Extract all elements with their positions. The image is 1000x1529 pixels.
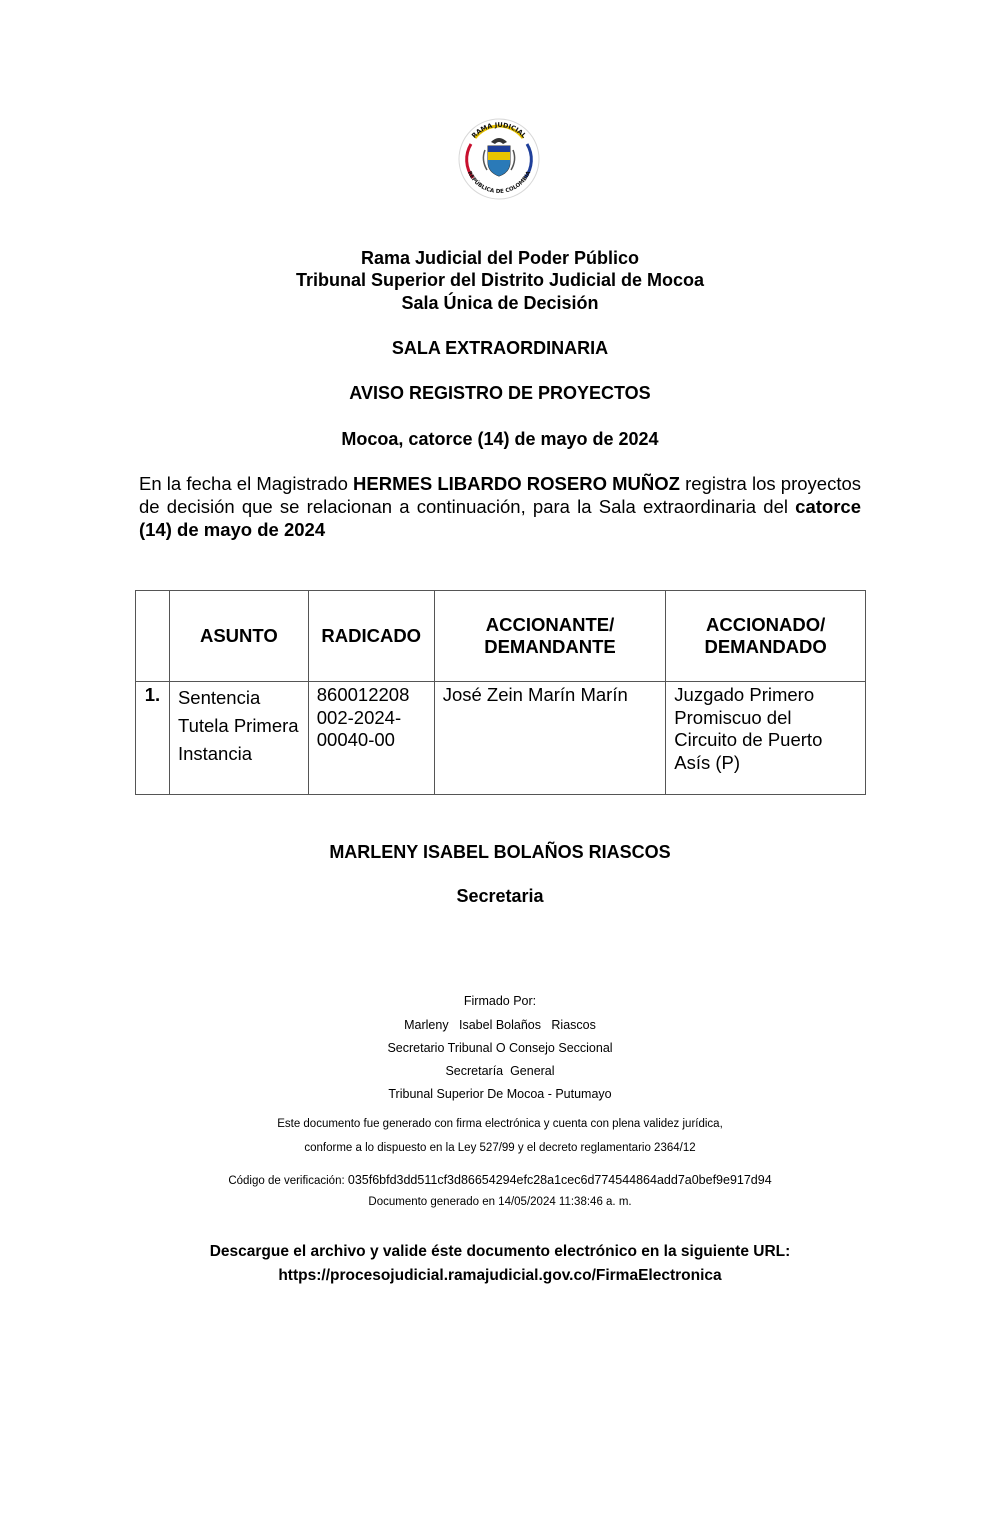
table-header-row [136,591,866,682]
projects-table [135,590,866,795]
secretary-name: MARLENY ISABEL BOLAÑOS RIASCOS [329,842,671,862]
descargue-line: Descargue el archivo y valide éste documento electrónico en la siguiente URL: [209,1243,791,1260]
svg-text:RAMA JUDICIAL [470,121,528,140]
row-asunto: Sentencia Tutela Primera Instancia [169,682,308,795]
codigo-label: Código de verificación: [228,1175,348,1187]
header-accionado: ACCIONADO/ DEMANDADO [666,591,866,682]
body-paragraph [139,472,861,541]
codigo-verificacion [0,1173,1000,1187]
seal-arc-top-text: RAMA JUDICIAL [470,120,528,140]
signer-name: Marleny Isabel Bolaños Riascos [404,1018,596,1032]
codigo-value: 035f6bfd3dd511cf3d86654294efc28a1cec6d774544864add7a0bef9e917d94 [347,1173,772,1187]
paragraph-mid: registra los proyectos de decisión que se relacionan a continuación, para la Sala extraordinaria del [139,473,861,517]
paragraph-fecha: catorce (14) de mayo de 2024 [139,496,861,540]
header-line-3: Sala Única de Decisión [401,293,599,313]
header-radicado: RADICADO [308,591,434,682]
table-row [136,682,866,795]
validez-line-1: Este documento fue generado con firma electrónica y cuenta con plena validez jurídica, [277,1118,723,1130]
sala-title: SALA EXTRAORDINARIA [391,338,609,358]
firmado-por-label: Firmado Por: [463,994,537,1008]
secretary-role: Secretaria [456,886,544,906]
signer-entidad: Tribunal Superior De Mocoa - Putumayo [388,1087,612,1101]
signer-cargo: Secretario Tribunal O Consejo Seccional [387,1041,613,1055]
validez-line-2: conforme a lo dispuesto en la Ley 527/99 y el decreto reglamentario 2364/12 [304,1142,696,1154]
header-num [136,591,170,682]
row-radicado: 860012208 002-2024-00040-00 [308,682,434,795]
row-number: 1. [136,682,170,795]
fecha-line: Mocoa, catorce (14) de mayo de 2024 [341,429,659,449]
verification-url-link[interactable]: https://procesojudicial.ramajudicial.gov.co/FirmaElectronica [278,1267,722,1284]
rama-judicial-seal-logo [455,116,543,202]
header-accionante: ACCIONANTE/ DEMANDANTE [434,591,666,682]
signer-dependencia: Secretaría General [445,1064,555,1078]
row-accionado: Juzgado Primero Promiscuo del Circuito de Puerto Asís (P) [666,682,866,795]
header-asunto: ASUNTO [169,591,308,682]
magistrado-name: HERMES LIBARDO ROSERO MUÑOZ [353,473,680,494]
aviso-title: AVISO REGISTRO DE PROYECTOS [349,383,651,403]
seal-arc-bottom-text: REPÚBLICA DE COLOMBIA [465,170,533,196]
paragraph-pre: En la fecha el Magistrado [139,473,354,494]
header-line-1: Rama Judicial del Poder Público [360,248,640,268]
header-line-2: Tribunal Superior del Distrito Judicial de Mocoa [295,270,705,290]
row-accionante: José Zein Marín Marín [434,682,666,795]
documento-generado: Documento generado en 14/05/2024 11:38:46 a. m. [368,1196,632,1208]
